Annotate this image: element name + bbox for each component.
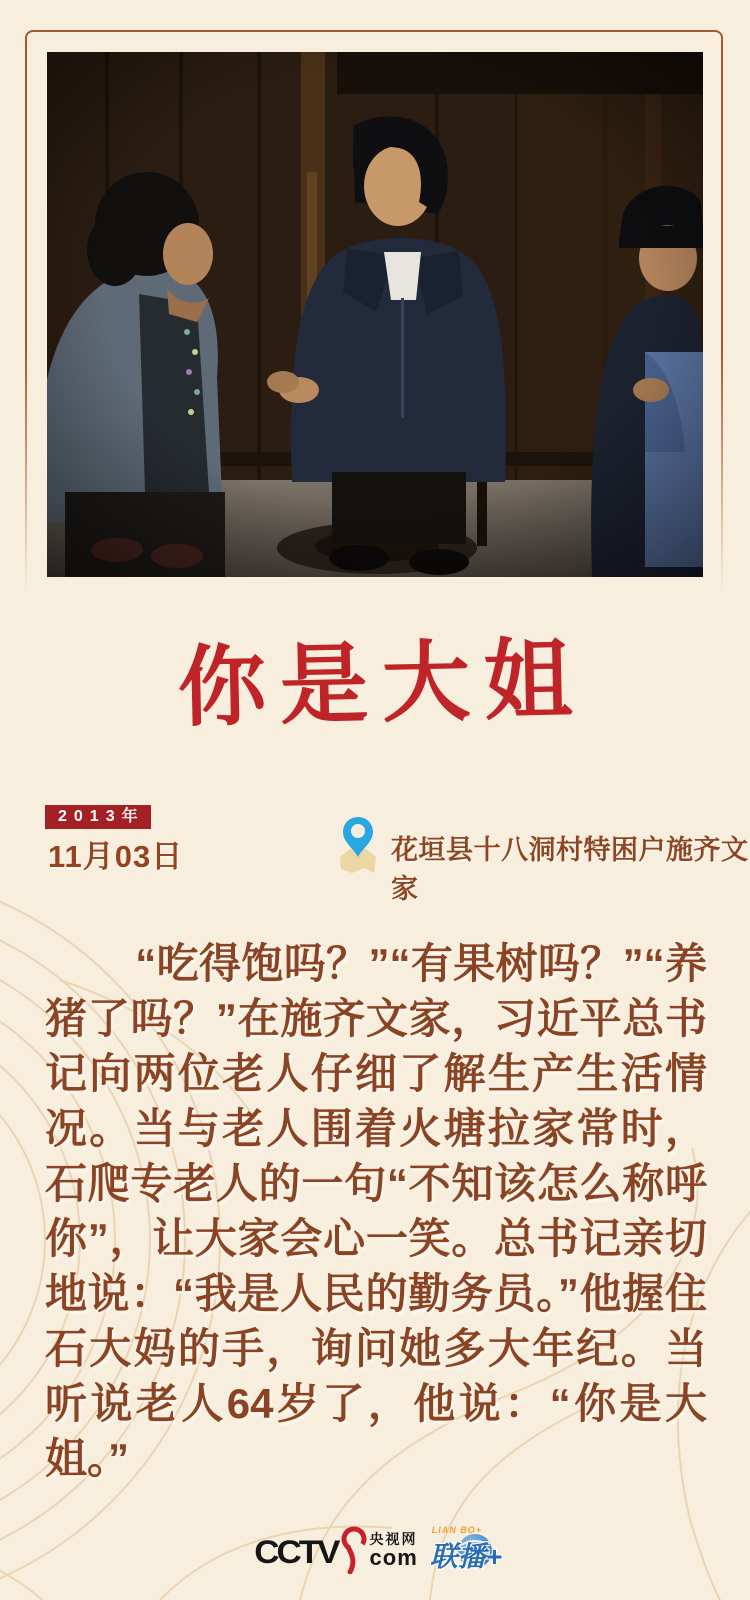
cctv-wordmark: CCTV [254,1534,338,1571]
cctv-site-com: com [369,1545,418,1570]
date-day: 11月03日 [48,839,184,874]
story-text: “吃得饱吗？”“有果树吗？”“养猪了吗？”在施齐文家，习近平总书记向两位老人仔细了解生产生活情况。当与老人围着火塘拉家常时，石爬专老人的一句“不知该怎么称呼你”，让大家会心一笑。总书记亲切地说：“我是人民的勤务员。”他握住石大妈的手，询问她多大年纪。当听说老人64岁了，他说：“你是大姐。” [45,940,707,1482]
cctv-site-text [370,1532,418,1568]
frame-top-border [25,30,723,46]
visit-photo [47,52,703,577]
cctv-site-cn: 央视网 [369,1531,418,1547]
lianbo-plus-logo [429,1524,503,1572]
footer-logos [0,1522,750,1572]
page-title: 你是大姐 [176,629,587,738]
cctv-com-logo [254,1526,418,1571]
cctv-red-swoosh-icon [339,1526,367,1574]
frame-left-border [25,42,27,594]
lianbo-wordmark: 联播+ [429,1541,503,1572]
year-badge: 2013年 [45,805,151,829]
lianbo-en-label: LIAN BO+ [431,1525,483,1535]
frame-right-border [721,42,723,594]
photo-illustration [47,52,703,577]
map-pin-icon [336,813,380,880]
location-text: 花垣县十八洞村特困户施齐文家 [391,835,749,904]
